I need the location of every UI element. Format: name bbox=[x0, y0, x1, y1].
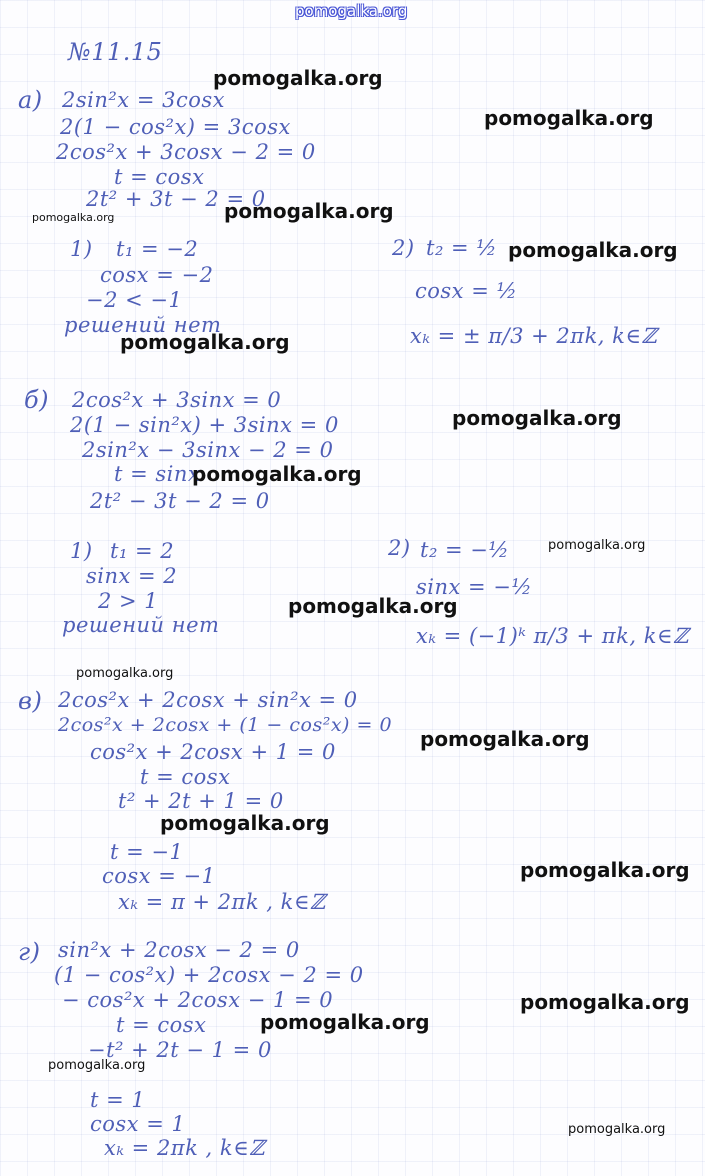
part-g-equation-cos: cosx = 1 bbox=[90, 1112, 186, 1136]
part-g-equation-2: (1 − cos²x) + 2cosx − 2 = 0 bbox=[54, 963, 364, 987]
part-b-label: б) bbox=[24, 386, 50, 414]
part-b-case-2-solution: xₖ = (−1)ᵏ π/3 + πk, k∈ℤ bbox=[416, 624, 689, 648]
part-a-substitution: t = cosx bbox=[114, 165, 205, 189]
part-a-case-1-conclusion: решений нет bbox=[64, 313, 222, 337]
part-g-equation-1: sin²x + 2cosx − 2 = 0 bbox=[58, 938, 300, 962]
watermark: pomogalka.org bbox=[192, 462, 362, 486]
part-b-case-1-check: 2 > 1 bbox=[98, 589, 159, 613]
watermark: pomogalka.org bbox=[224, 199, 394, 223]
part-a-case-2-label: 2) bbox=[392, 236, 415, 260]
watermark: pomogalka.org bbox=[160, 811, 330, 835]
problem-number: №11.15 bbox=[68, 38, 163, 66]
watermark: pomogalka.org bbox=[520, 858, 690, 882]
part-g-solution: xₖ = 2πk , k∈ℤ bbox=[104, 1136, 265, 1160]
watermark: pomogalka.org bbox=[120, 330, 290, 354]
part-b-equation-3: 2sin²x − 3sinx − 2 = 0 bbox=[82, 438, 334, 462]
watermark: pomogalka.org bbox=[213, 66, 383, 90]
part-b-equation-1: 2cos²x + 3sinx = 0 bbox=[72, 388, 282, 412]
part-b-case-2-root: t₂ = −½ bbox=[420, 538, 510, 562]
part-a-case-2-equation: cosx = ½ bbox=[415, 279, 518, 303]
part-a-case-2-solution: xₖ = ± π/3 + 2πk, k∈ℤ bbox=[410, 324, 658, 348]
part-b-case-1-root: t₁ = 2 bbox=[110, 539, 175, 563]
part-v-equation-1: 2cos²x + 2cosx + sin²x = 0 bbox=[58, 688, 358, 712]
part-b-case-2-label: 2) bbox=[388, 536, 411, 560]
part-v-equation-cos: cosx = −1 bbox=[102, 864, 216, 888]
part-v-root: t = −1 bbox=[110, 840, 184, 864]
part-a-case-1-check: −2 < −1 bbox=[86, 288, 183, 312]
part-v-solution: xₖ = π + 2πk , k∈ℤ bbox=[118, 890, 326, 914]
watermark: pomogalka.org bbox=[76, 666, 174, 681]
part-b-substitution: t = sinx bbox=[114, 462, 201, 486]
part-a-equation-2: 2(1 − cos²x) = 3cosx bbox=[60, 115, 291, 139]
part-a-equation-1: 2sin²x = 3cosx bbox=[62, 88, 225, 112]
watermark: pomogalka.org bbox=[548, 538, 646, 553]
watermark: pomogalka.org bbox=[260, 1010, 430, 1034]
watermark: pomogalka.org bbox=[568, 1122, 666, 1137]
part-v-equation-3: cos²x + 2cosx + 1 = 0 bbox=[90, 740, 336, 764]
part-b-case-1-conclusion: решений нет bbox=[62, 613, 220, 637]
part-v-equation-2: 2cos²x + 2cosx + (1 − cos²x) = 0 bbox=[58, 714, 393, 736]
watermark: pomogalka.org bbox=[48, 1058, 146, 1073]
part-b-case-2-equation: sinx = −½ bbox=[416, 575, 533, 599]
part-b-case-1-label: 1) bbox=[70, 539, 93, 563]
part-v-quadratic: t² + 2t + 1 = 0 bbox=[118, 789, 284, 813]
part-g-root: t = 1 bbox=[90, 1088, 146, 1112]
watermark: pomogalka.org bbox=[288, 594, 458, 618]
part-a-quadratic: 2t² + 3t − 2 = 0 bbox=[86, 187, 266, 211]
part-a-equation-3: 2cos²x + 3cosx − 2 = 0 bbox=[56, 140, 316, 164]
part-a-label: а) bbox=[18, 86, 43, 114]
part-a-case-2-root: t₂ = ½ bbox=[426, 236, 498, 260]
watermark: pomogalka.org bbox=[520, 990, 690, 1014]
top-watermark: pomogalka.org bbox=[295, 2, 408, 20]
part-g-quadratic: −t² + 2t − 1 = 0 bbox=[88, 1038, 272, 1062]
part-g-equation-3: − cos²x + 2cosx − 1 = 0 bbox=[62, 988, 334, 1012]
watermark: pomogalka.org bbox=[32, 211, 115, 224]
watermark: pomogalka.org bbox=[452, 406, 622, 430]
part-g-label: г) bbox=[18, 938, 41, 966]
part-g-substitution: t = cosx bbox=[116, 1013, 207, 1037]
part-v-substitution: t = cosx bbox=[140, 765, 231, 789]
part-a-case-1-root: t₁ = −2 bbox=[116, 237, 199, 261]
part-b-quadratic: 2t² − 3t − 2 = 0 bbox=[90, 489, 270, 513]
watermark: pomogalka.org bbox=[508, 238, 678, 262]
watermark: pomogalka.org bbox=[484, 106, 654, 130]
part-a-case-1-equation: cosx = −2 bbox=[100, 263, 214, 287]
part-b-case-1-equation: sinx = 2 bbox=[86, 564, 178, 588]
part-a-case-1-label: 1) bbox=[70, 237, 93, 261]
watermark: pomogalka.org bbox=[420, 727, 590, 751]
part-b-equation-2: 2(1 − sin²x) + 3sinx = 0 bbox=[70, 413, 339, 437]
part-v-label: в) bbox=[18, 687, 43, 715]
